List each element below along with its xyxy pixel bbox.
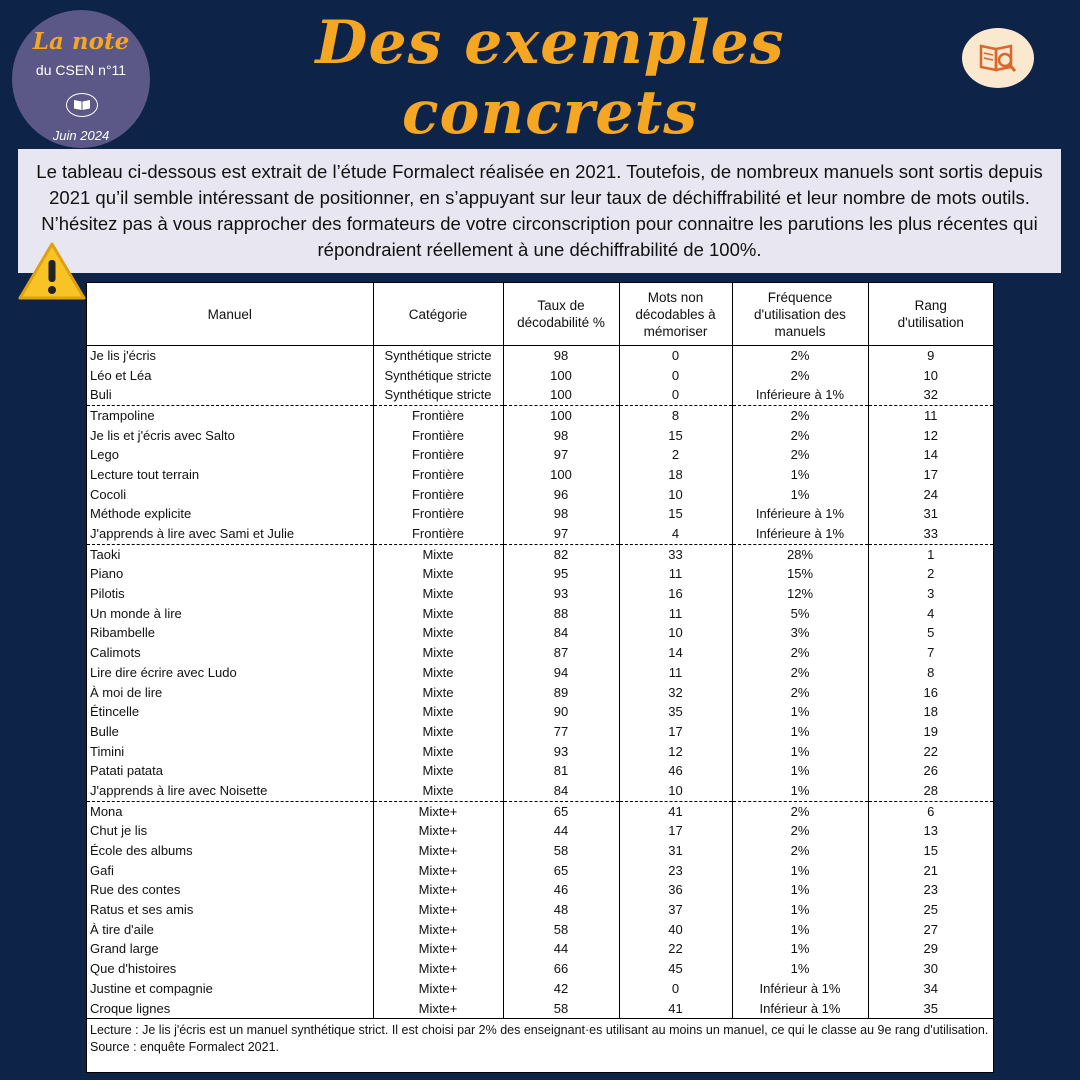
cell-manuel: Pilotis bbox=[87, 584, 373, 604]
table-row bbox=[87, 366, 993, 386]
table-row bbox=[87, 584, 993, 604]
cell-categorie: Mixte+ bbox=[373, 822, 503, 842]
cell-categorie: Mixte bbox=[373, 702, 503, 722]
cell-taux: 98 bbox=[503, 346, 619, 366]
cell-rang: 14 bbox=[923, 447, 938, 463]
table-row bbox=[87, 445, 993, 465]
cell-mots: 2 bbox=[619, 445, 732, 465]
cell-rang: 11 bbox=[924, 407, 938, 423]
cell-mots: 41 bbox=[619, 801, 732, 821]
cell-rang: 31 bbox=[923, 506, 938, 522]
cell-mots: 18 bbox=[619, 465, 732, 485]
cell-rang: 1 bbox=[927, 546, 935, 562]
cell-mots: 0 bbox=[619, 979, 732, 999]
cell-taux: 58 bbox=[503, 841, 619, 861]
cell-rang: 8 bbox=[927, 664, 935, 680]
cell-rang: 5 bbox=[927, 625, 935, 641]
cell-rang: 23 bbox=[923, 882, 938, 898]
cell-categorie: Mixte+ bbox=[373, 979, 503, 999]
cell-categorie: Synthétique stricte bbox=[373, 346, 503, 366]
cell-taux: 65 bbox=[503, 801, 619, 821]
book-search-icon bbox=[962, 28, 1034, 88]
cell-categorie: Mixte bbox=[373, 565, 503, 585]
table-row bbox=[87, 485, 993, 505]
cell-rang: 29 bbox=[923, 941, 938, 957]
cell-categorie: Mixte bbox=[373, 742, 503, 762]
cell-frequence: 1% bbox=[732, 465, 868, 485]
table-row bbox=[87, 722, 993, 742]
cell-categorie: Frontière bbox=[373, 524, 503, 544]
table-row bbox=[87, 565, 993, 585]
cell-taux: 48 bbox=[503, 900, 619, 920]
cell-rang: 18 bbox=[923, 704, 938, 720]
cell-mots: 46 bbox=[619, 761, 732, 781]
table-footnote bbox=[87, 1018, 993, 1056]
table-row bbox=[87, 524, 993, 544]
cell-taux: 82 bbox=[503, 544, 619, 564]
cell-frequence: 2% bbox=[732, 663, 868, 683]
cell-categorie: Frontière bbox=[373, 406, 503, 426]
cell-mots: 22 bbox=[619, 940, 732, 960]
cell-frequence: Inférieure à 1% bbox=[732, 505, 868, 525]
cell-taux: 84 bbox=[503, 781, 619, 801]
table-row bbox=[87, 781, 993, 801]
cell-frequence: 1% bbox=[732, 920, 868, 940]
cell-rang: 7 bbox=[927, 645, 935, 661]
cell-taux: 100 bbox=[503, 465, 619, 485]
cell-manuel: Patati patata bbox=[87, 761, 373, 781]
cell-taux: 98 bbox=[503, 505, 619, 525]
cell-mots: 4 bbox=[619, 524, 732, 544]
cell-mots: 8 bbox=[619, 406, 732, 426]
cell-taux: 95 bbox=[503, 565, 619, 585]
cell-taux: 84 bbox=[503, 624, 619, 644]
cell-manuel: École des albums bbox=[87, 841, 373, 861]
cell-rang: 19 bbox=[923, 723, 938, 739]
cell-taux: 90 bbox=[503, 702, 619, 722]
cell-frequence: 15% bbox=[732, 565, 868, 585]
cell-frequence: 3% bbox=[732, 624, 868, 644]
cell-rang: 12 bbox=[923, 427, 938, 443]
cell-taux: 42 bbox=[503, 979, 619, 999]
cell-frequence: 2% bbox=[732, 643, 868, 663]
cell-frequence: 1% bbox=[732, 485, 868, 505]
cell-frequence: Inférieur à 1% bbox=[732, 999, 868, 1019]
cell-manuel: Calimots bbox=[87, 643, 373, 663]
cell-frequence: 1% bbox=[732, 722, 868, 742]
cell-manuel: Lire dire écrire avec Ludo bbox=[87, 663, 373, 683]
cell-mots: 0 bbox=[619, 346, 732, 366]
cell-mots: 32 bbox=[619, 683, 732, 703]
table-row bbox=[87, 999, 993, 1019]
cell-mots: 15 bbox=[619, 426, 732, 446]
table-row bbox=[87, 346, 993, 366]
cell-taux: 93 bbox=[503, 584, 619, 604]
cell-manuel: Trampoline bbox=[87, 406, 373, 426]
cell-frequence: 1% bbox=[732, 861, 868, 881]
table-row bbox=[87, 801, 993, 821]
cell-manuel: Taoki bbox=[87, 544, 373, 564]
cell-rang: 9 bbox=[927, 347, 935, 363]
cell-mots: 15 bbox=[619, 505, 732, 525]
cell-rang: 4 bbox=[927, 605, 935, 621]
cell-rang: 2 bbox=[927, 566, 935, 582]
cell-frequence: 2% bbox=[732, 366, 868, 386]
table-row bbox=[87, 406, 993, 426]
cell-manuel: Lecture tout terrain bbox=[87, 465, 373, 485]
table-row bbox=[87, 544, 993, 564]
cell-rang: 22 bbox=[923, 743, 938, 759]
table-row bbox=[87, 881, 993, 901]
open-book-icon bbox=[66, 93, 98, 117]
table-row bbox=[87, 861, 993, 881]
cell-rang: 25 bbox=[923, 902, 938, 918]
cell-rang: 28 bbox=[868, 781, 993, 801]
warning-icon bbox=[17, 240, 87, 307]
cell-categorie: Frontière bbox=[373, 505, 503, 525]
badge-title: La note bbox=[32, 28, 130, 55]
table-row bbox=[87, 385, 993, 405]
cell-taux: 100 bbox=[503, 385, 619, 405]
cell-categorie: Mixte bbox=[373, 584, 503, 604]
table-row bbox=[87, 426, 993, 446]
cell-manuel: Mona bbox=[87, 801, 373, 821]
cell-taux: 97 bbox=[503, 445, 619, 465]
table-row bbox=[87, 900, 993, 920]
cell-taux: 44 bbox=[503, 822, 619, 842]
cell-categorie: Mixte+ bbox=[373, 841, 503, 861]
cell-taux: 89 bbox=[503, 683, 619, 703]
cell-categorie: Synthétique stricte bbox=[373, 385, 503, 405]
cell-frequence: 28% bbox=[732, 544, 868, 564]
table-row bbox=[87, 940, 993, 960]
table-row bbox=[87, 604, 993, 624]
cell-manuel: Chut je lis bbox=[87, 822, 373, 842]
cell-manuel: À moi de lire bbox=[87, 683, 373, 703]
cell-frequence: 1% bbox=[732, 781, 868, 801]
cell-frequence: 2% bbox=[732, 683, 868, 703]
cell-rang: 17 bbox=[923, 466, 938, 482]
cell-manuel: Timini bbox=[87, 742, 373, 762]
cell-categorie: Mixte bbox=[373, 643, 503, 663]
cell-rang: 16 bbox=[923, 684, 938, 700]
column-header: Catégorie bbox=[373, 283, 503, 346]
cell-manuel: Cocoli bbox=[87, 485, 373, 505]
cell-categorie: Frontière bbox=[373, 445, 503, 465]
cell-frequence: 2% bbox=[732, 801, 868, 821]
cell-mots: 17 bbox=[619, 822, 732, 842]
cell-categorie: Mixte+ bbox=[373, 959, 503, 979]
table-row bbox=[87, 702, 993, 722]
cell-categorie: Frontière bbox=[373, 485, 503, 505]
cell-taux: 87 bbox=[503, 643, 619, 663]
column-header: Taux de décodabilité % bbox=[503, 283, 619, 346]
cell-manuel: J'apprends à lire avec Noisette bbox=[87, 781, 373, 801]
cell-taux: 97 bbox=[503, 524, 619, 544]
table-row bbox=[87, 624, 993, 644]
cell-rang: 6 bbox=[927, 803, 935, 819]
page-title: Des exemples concrets bbox=[315, 8, 785, 148]
cell-frequence: 1% bbox=[732, 702, 868, 722]
cell-frequence: 1% bbox=[732, 761, 868, 781]
cell-taux: 96 bbox=[503, 485, 619, 505]
cell-categorie: Mixte bbox=[373, 683, 503, 703]
cell-taux: 100 bbox=[503, 366, 619, 386]
cell-taux: 44 bbox=[503, 940, 619, 960]
column-header: Manuel bbox=[87, 283, 373, 346]
cell-categorie: Mixte bbox=[373, 544, 503, 564]
cell-taux: 93 bbox=[503, 742, 619, 762]
cell-categorie: Mixte+ bbox=[373, 920, 503, 940]
cell-rang: 24 bbox=[923, 486, 938, 502]
cell-mots: 33 bbox=[619, 544, 732, 564]
cell-categorie: Mixte+ bbox=[373, 861, 503, 881]
footnote-lecture: Lecture : Je lis j'écris est un manuel synthétique strict. Il est choisi par 2% des enseignant·es utilisant au moins un manuel, ce qui le classe au 9e rang d'utilisation. bbox=[90, 1023, 989, 1038]
cell-taux: 88 bbox=[503, 604, 619, 624]
cell-mots: 16 bbox=[619, 584, 732, 604]
table-body bbox=[87, 346, 993, 1019]
cell-frequence: Inférieur à 1% bbox=[732, 979, 868, 999]
cell-mots: 10 bbox=[619, 485, 732, 505]
cell-manuel: Méthode explicite bbox=[87, 505, 373, 525]
table-row bbox=[87, 505, 993, 525]
cell-mots: 31 bbox=[619, 841, 732, 861]
cell-taux: 58 bbox=[503, 999, 619, 1019]
cell-mots: 23 bbox=[619, 861, 732, 881]
cell-categorie: Frontière bbox=[373, 426, 503, 446]
cell-taux: 58 bbox=[503, 920, 619, 940]
cell-mots: 35 bbox=[619, 702, 732, 722]
cell-rang: 15 bbox=[923, 843, 938, 859]
cell-frequence: 12% bbox=[732, 584, 868, 604]
cell-categorie: Mixte bbox=[373, 604, 503, 624]
cell-taux: 94 bbox=[503, 663, 619, 683]
badge-subtitle: du CSEN n°11 bbox=[35, 62, 127, 78]
footnote-source: Source : enquête Formalect 2021. bbox=[90, 1040, 280, 1055]
cell-taux: 98 bbox=[503, 426, 619, 446]
cell-rang: 3 bbox=[927, 586, 935, 602]
cell-categorie: Synthétique stricte bbox=[373, 366, 503, 386]
cell-frequence: 1% bbox=[732, 881, 868, 901]
cell-manuel: Bulle bbox=[87, 722, 373, 742]
cell-mots: 40 bbox=[619, 920, 732, 940]
cell-manuel: Je lis j'écris bbox=[87, 346, 373, 366]
cell-frequence: Inférieure à 1% bbox=[732, 385, 868, 405]
cell-frequence: 1% bbox=[732, 742, 868, 762]
cell-rang: 27 bbox=[923, 921, 938, 937]
cell-categorie: Mixte+ bbox=[373, 881, 503, 901]
cell-mots: 11 bbox=[619, 663, 732, 683]
cell-manuel: Que d'histoires bbox=[87, 959, 373, 979]
table-row bbox=[87, 683, 993, 703]
table-row bbox=[87, 822, 993, 842]
cell-mots: 17 bbox=[619, 722, 732, 742]
cell-categorie: Mixte+ bbox=[373, 940, 503, 960]
column-header: Fréquence d'utilisation des manuels bbox=[732, 283, 868, 346]
cell-taux: 65 bbox=[503, 861, 619, 881]
cell-categorie: Mixte+ bbox=[373, 801, 503, 821]
cell-mots: 11 bbox=[619, 565, 732, 585]
cell-manuel: Ribambelle bbox=[87, 624, 373, 644]
cell-frequence: 1% bbox=[732, 940, 868, 960]
cell-rang: 33 bbox=[868, 524, 993, 544]
cell-frequence: 2% bbox=[732, 406, 868, 426]
cell-mots: 11 bbox=[619, 604, 732, 624]
manuels-table bbox=[87, 283, 993, 1018]
cell-mots: 0 bbox=[619, 366, 732, 386]
cell-categorie: Mixte bbox=[373, 761, 503, 781]
cell-manuel: J'apprends à lire avec Sami et Julie bbox=[87, 524, 373, 544]
cell-manuel: Croque lignes bbox=[87, 999, 373, 1019]
cell-manuel: Léo et Léa bbox=[87, 366, 373, 386]
cell-manuel: Étincelle bbox=[87, 702, 373, 722]
table-row bbox=[87, 841, 993, 861]
cell-manuel: Rue des contes bbox=[87, 881, 373, 901]
badge-date: Juin 2024 bbox=[52, 128, 110, 143]
cell-mots: 10 bbox=[619, 624, 732, 644]
cell-frequence: 2% bbox=[732, 346, 868, 366]
intro-paragraph: Le tableau ci-dessous est extrait de l’étude Formalect réalisée en 2021. Toutefois, de nombreux manuels sont sortis depuis 2021 qu’il semble intéressant de positionner, en s’appuyant sur leur taux de déchiffrabilité et leur nombre de mots outils. N’hésitez pas à vous rapprocher des formateurs de votre circonscription pour connaitre les parutions les plus récentes qui répondraient réellement à une déchiffrabilité de 100%. bbox=[18, 149, 1061, 273]
cell-rang: 13 bbox=[923, 823, 938, 839]
cell-mots: 14 bbox=[619, 643, 732, 663]
newsletter-badge bbox=[12, 10, 150, 148]
cell-categorie: Mixte+ bbox=[373, 900, 503, 920]
cell-frequence: Inférieure à 1% bbox=[732, 524, 868, 544]
table-row bbox=[87, 979, 993, 999]
cell-rang: 21 bbox=[923, 862, 938, 878]
cell-manuel: À tire d'aile bbox=[87, 920, 373, 940]
cell-manuel: Lego bbox=[87, 445, 373, 465]
table-row bbox=[87, 643, 993, 663]
cell-rang: 30 bbox=[923, 961, 938, 977]
table-header-row bbox=[87, 283, 993, 346]
table-row bbox=[87, 959, 993, 979]
cell-manuel: Gafi bbox=[87, 861, 373, 881]
cell-manuel: Piano bbox=[87, 565, 373, 585]
manuels-table-container bbox=[86, 282, 994, 1073]
cell-rang: 32 bbox=[868, 385, 993, 405]
cell-rang: 34 bbox=[923, 980, 938, 996]
column-header: Mots non décodables à mémoriser bbox=[619, 283, 732, 346]
table-row bbox=[87, 663, 993, 683]
cell-manuel: Buli bbox=[87, 385, 373, 405]
cell-categorie: Frontière bbox=[373, 465, 503, 485]
cell-categorie: Mixte bbox=[373, 663, 503, 683]
cell-rang: 26 bbox=[923, 763, 938, 779]
cell-manuel: Un monde à lire bbox=[87, 604, 373, 624]
cell-mots: 10 bbox=[619, 781, 732, 801]
cell-frequence: 2% bbox=[732, 841, 868, 861]
cell-categorie: Mixte bbox=[373, 781, 503, 801]
cell-categorie: Mixte bbox=[373, 722, 503, 742]
table-row bbox=[87, 761, 993, 781]
cell-categorie: Mixte+ bbox=[373, 999, 503, 1019]
cell-mots: 0 bbox=[619, 385, 732, 405]
cell-manuel: Justine et compagnie bbox=[87, 979, 373, 999]
cell-taux: 100 bbox=[503, 406, 619, 426]
cell-taux: 46 bbox=[503, 881, 619, 901]
cell-manuel: Grand large bbox=[87, 940, 373, 960]
cell-mots: 36 bbox=[619, 881, 732, 901]
cell-frequence: 2% bbox=[732, 445, 868, 465]
cell-taux: 81 bbox=[503, 761, 619, 781]
table-row bbox=[87, 920, 993, 940]
cell-categorie: Mixte bbox=[373, 624, 503, 644]
cell-mots: 12 bbox=[619, 742, 732, 762]
cell-frequence: 2% bbox=[732, 822, 868, 842]
cell-frequence: 2% bbox=[732, 426, 868, 446]
column-header: Rang d'utilisation bbox=[868, 283, 993, 346]
cell-mots: 45 bbox=[619, 959, 732, 979]
cell-rang: 10 bbox=[923, 367, 938, 383]
table-row bbox=[87, 742, 993, 762]
cell-taux: 66 bbox=[503, 959, 619, 979]
cell-mots: 37 bbox=[619, 900, 732, 920]
cell-mots: 41 bbox=[619, 999, 732, 1019]
cell-frequence: 1% bbox=[732, 900, 868, 920]
table-row bbox=[87, 465, 993, 485]
cell-frequence: 5% bbox=[732, 604, 868, 624]
cell-rang: 35 bbox=[923, 1000, 938, 1016]
cell-taux: 77 bbox=[503, 722, 619, 742]
cell-manuel: Je lis et j'écris avec Salto bbox=[87, 426, 373, 446]
cell-manuel: Ratus et ses amis bbox=[87, 900, 373, 920]
cell-frequence: 1% bbox=[732, 959, 868, 979]
